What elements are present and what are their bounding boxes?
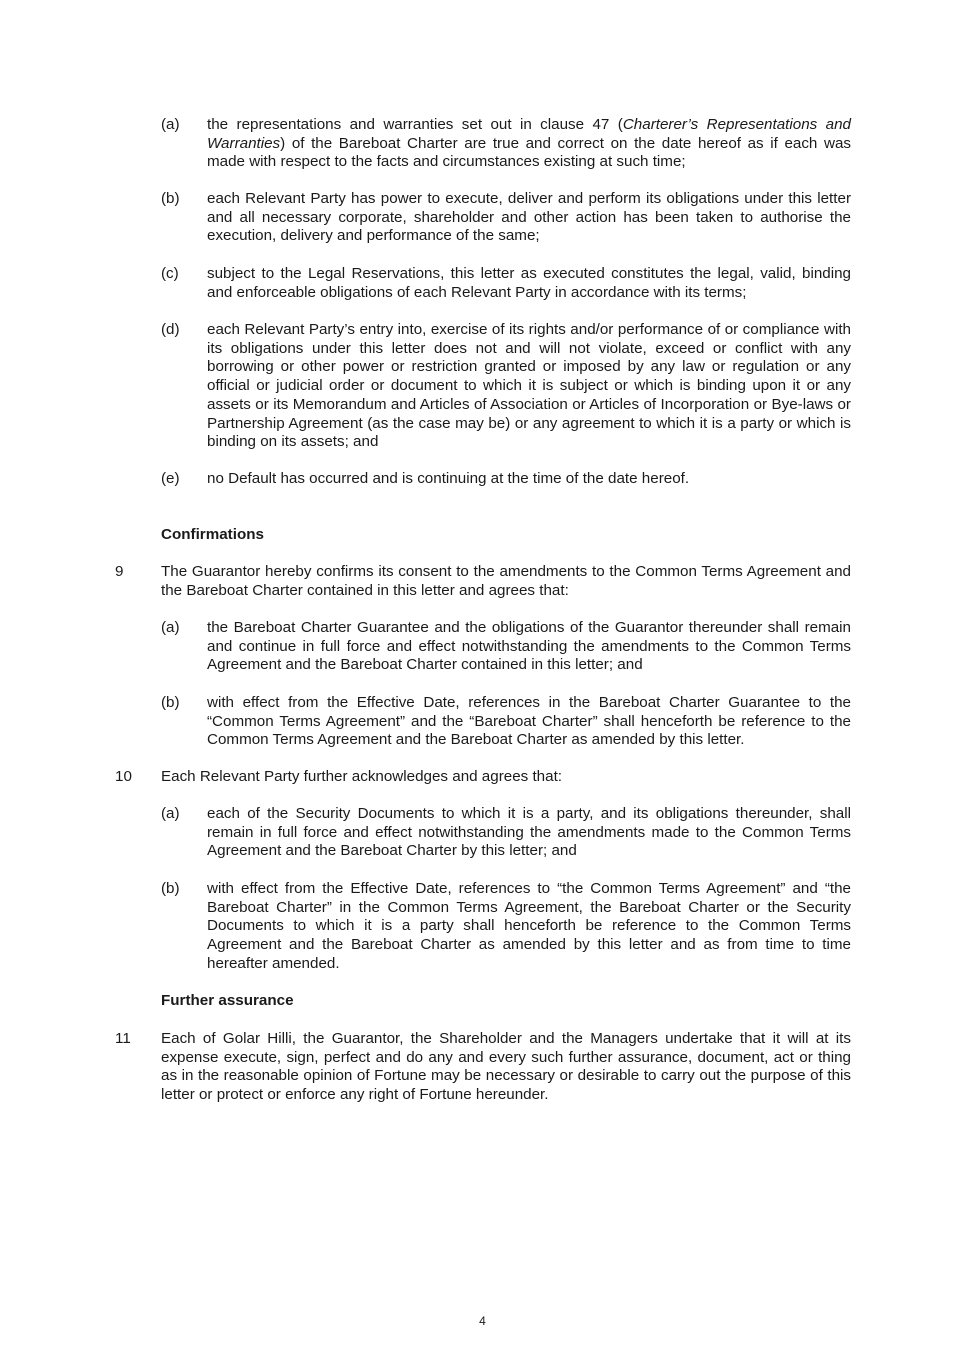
item-text: with effect from the Effective Date, references to “the Common Terms Agreement” and “the Bareboat Charter” in the Common Terms Agreement, the Bareboat Charter or the Security Documents to which it is a party shall henceforth be reference to the Common Terms Agreement and the Bareboat Charter as amended by this letter and as from time to time hereafter amended. (207, 880, 851, 972)
item-text: each Relevant Party has power to execute, deliver and perform its obligations under this letter and all necessary corporate, shareholder and other action has been taken to authorise the execution, delivery and performance of the same; (207, 190, 851, 245)
item-label: (e) (161, 470, 180, 487)
item-text: with effect from the Effective Date, references in the Bareboat Charter Guarantee to the “Common Terms Agreement” and the “Bareboat Charter” shall henceforth be reference to the Common Terms Agreement and the Bareboat Charter as amended by this letter. (207, 694, 851, 749)
clause-number: 11 (115, 1030, 131, 1047)
clause-number: 9 (115, 563, 124, 580)
item-label: (c) (161, 265, 179, 282)
item-label: (a) (161, 805, 180, 822)
clause-number: 10 (115, 768, 132, 785)
clause-text: Each of Golar Hilli, the Guarantor, the Shareholder and the Managers undertake that it will at its expense execute, sign, perfect and do any and every such further assurance, document, act or thing as in the reasonable opinion of Fortune may be necessary or desirable to carry out the purpose of this letter or protect or enforce any right of Fortune hereunder. (161, 1030, 851, 1104)
clause-text: Each Relevant Party further acknowledges and agrees that: (161, 768, 563, 785)
page-number: 4 (479, 1314, 486, 1328)
section-heading-confirmations: Confirmations (161, 526, 264, 543)
item-text: each Relevant Party’s entry into, exercise of its rights and/or performance of or compliance with its obligations under this letter does not and will not violate, exceed or conflict with any borrowing or other power or restriction granted or imposed by any law or regulation or any official or judicial order or document to which it is subject or which is binding upon it or any assets or its Memorandum and Articles of Association or Articles of Incorporation or Bye-laws or Partnership Agreement (as the case may be) or any agreement to which it is a party or which is binding on its assets; and (207, 321, 851, 451)
item-label: (b) (161, 190, 180, 207)
item-label: (a) (161, 619, 180, 636)
item-label: (b) (161, 880, 180, 897)
item-text: the representations and warranties set out in clause 47 (Charterer’s Representations and Warranties) of the Bareboat Charter are true and correct on the date hereof as if each was made with respect to the facts and circumstances existing at such time; (207, 116, 851, 171)
clause-text: The Guarantor hereby confirms its consent to the amendments to the Common Terms Agreement and the Bareboat Charter contained in this letter and agrees that: (161, 563, 851, 599)
item-label: (d) (161, 321, 180, 338)
section-heading-further-assurance: Further assurance (161, 992, 294, 1009)
item-text: no Default has occurred and is continuing at the time of the date hereof. (207, 470, 690, 487)
item-label: (a) (161, 116, 180, 133)
item-text: each of the Security Documents to which it is a party, and its obligations thereunder, shall remain in full force and effect notwithstanding the amendments made to the Common Terms Agreement and the Bareboat Charter by this letter; and (207, 805, 851, 860)
item-label: (b) (161, 694, 180, 711)
item-text: subject to the Legal Reservations, this letter as executed constitutes the legal, valid, binding and enforceable obligations of each Relevant Party in accordance with its terms; (207, 265, 851, 301)
item-text: the Bareboat Charter Guarantee and the obligations of the Guarantor thereunder shall remain and continue in full force and effect notwithstanding the amendments to the Common Terms Agreement and the Bareboat Charter contained in this letter; and (207, 619, 851, 674)
